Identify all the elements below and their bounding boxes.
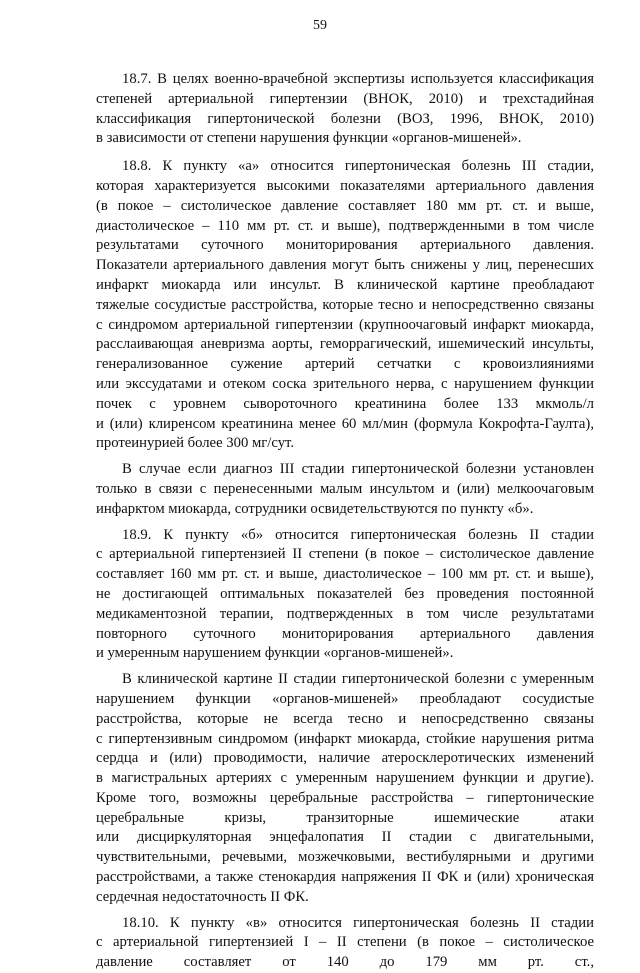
text-line: которая характеризуется высокими показателями артериального давления: [96, 177, 594, 194]
page-number: 59: [313, 18, 327, 33]
text-line: или экссудатами и отеком соска зрительного нерва, с нарушением функции: [96, 375, 594, 392]
paragraph: [96, 460, 594, 519]
text-line: тяжелые сосудистые расстройства, которые тесно и непосредственно связаны: [96, 296, 594, 313]
text-line: 18.8. К пункту «а» относится гипертоническая болезнь III стадии,: [122, 158, 594, 175]
paragraph: [96, 526, 594, 665]
text-line: результатами суточного мониторирования артериального давления.: [96, 237, 594, 254]
text-line: В случае если диагноз III стадии гипертонической болезни установлен: [122, 461, 594, 478]
paragraph: [96, 70, 594, 149]
text-line: расстройства, которые не всегда тесно и непосредственно связаны: [96, 710, 594, 727]
text-line: чувствительными, речевыми, мозжечковыми, вестибулярными и другими: [96, 849, 594, 866]
text-line: с синдромом артериальной гипертензии (крупноочаговый инфаркт миокарда,: [96, 316, 594, 333]
text-line: и умеренным нарушением функции «органов-мишеней».: [96, 645, 454, 662]
text-line: инфаркт миокарда или инсульт. В клинической картине преобладают: [96, 276, 594, 293]
text-line: классификация гипертонической болезни (ВОЗ, 1996, ВНОК, 2010): [96, 110, 594, 127]
text-line: не достигающей оптимальных показателей без проведения постоянной: [96, 585, 594, 602]
text-line: с артериальной гипертензией I – II степени (в покое – систолическое: [96, 934, 594, 951]
text-line: диастолическое – 110 мм рт. ст. и выше), подтвержденными в том числе: [96, 217, 594, 234]
text-line: и (или) клиренсом креатинина менее 60 мл/мин (формула Кокрофта-Гаулта),: [96, 415, 594, 432]
text-line: В клинической картине II стадии гипертонической болезни с умеренным: [122, 671, 594, 688]
document-body: [96, 70, 594, 973]
text-line: 18.7. В целях военно-врачебной экспертизы используется классификация: [122, 71, 594, 87]
text-line: повторного суточного мониторирования артериального давления: [96, 625, 594, 642]
text-line: в магистральных артериях с умеренным нарушением функции и другие).: [96, 770, 594, 787]
text-line: 18.10. К пункту «в» относится гипертоническая болезнь II стадии: [122, 914, 594, 931]
text-line: составляет 160 мм рт. ст. и выше, диастолическое – 100 мм рт. ст. и выше),: [96, 566, 594, 583]
text-line: степеней артериальной гипертензии (ВНОК, 2010) и трехстадийная: [96, 90, 594, 107]
text-line: Кроме того, возможны церебральные расстройства – гипертонические: [96, 789, 594, 806]
text-line: медикаментозной терапии, подтвержденных в том числе результатами: [96, 605, 594, 622]
text-line: с артериальной гипертензией II степени (в покое – систолическое давление: [96, 546, 594, 563]
paragraph: [96, 914, 594, 973]
text-line: 18.9. К пункту «б» относится гипертоническая болезнь II стадии: [122, 526, 594, 543]
text-line: нарушением функции «органов-мишеней» преобладают сосудистые: [96, 690, 594, 707]
text-line: расслаивающая аневризма аорты, геморрагический, ишемический инсульты,: [96, 336, 594, 353]
text-line: генерализованное сужение артерий сетчатки с кровоизлияниями: [96, 356, 594, 373]
paragraph: [96, 670, 594, 908]
text-line: в зависимости от степени нарушения функции «органов-мишеней».: [96, 130, 522, 147]
text-line: Показатели артериального давления могут быть снижены у лиц, перенесших: [96, 257, 594, 274]
text-line: (в покое – систолическое давление составляет 180 мм рт. ст. и выше,: [96, 197, 594, 214]
text-line: сердечная недостаточность II ФК.: [96, 888, 309, 905]
text-line: протеинурией более 300 мг/сут.: [96, 435, 295, 452]
text-line: инфарктом миокарда, сотрудники освидетельствуются по пункту «б».: [96, 500, 534, 517]
text-line: церебральные кризы, транзиторные ишемические атаки: [96, 809, 594, 826]
text-line: давление составляет от 140 до 179 мм рт. ст.,: [96, 954, 594, 971]
text-line: расстройствами, а также стенокардия напряжения II ФК и (или) хроническая: [96, 869, 594, 886]
paragraph: [96, 157, 594, 454]
text-line: сердца и (или) проводимости, наличие атеросклеротических изменений: [96, 750, 594, 767]
text-line: только в связи с перенесенными малым инсультом и (или) мелкоочаговым: [96, 480, 594, 497]
text-line: с гипертензивным синдромом (инфаркт миокарда, стойкие нарушения ритма: [96, 730, 594, 747]
text-line: почек с уровнем сывороточного креатинина более 133 мкмоль/л: [96, 395, 594, 412]
text-line: или дисциркуляторная энцефалопатия II стадии с двигательными,: [96, 829, 594, 846]
